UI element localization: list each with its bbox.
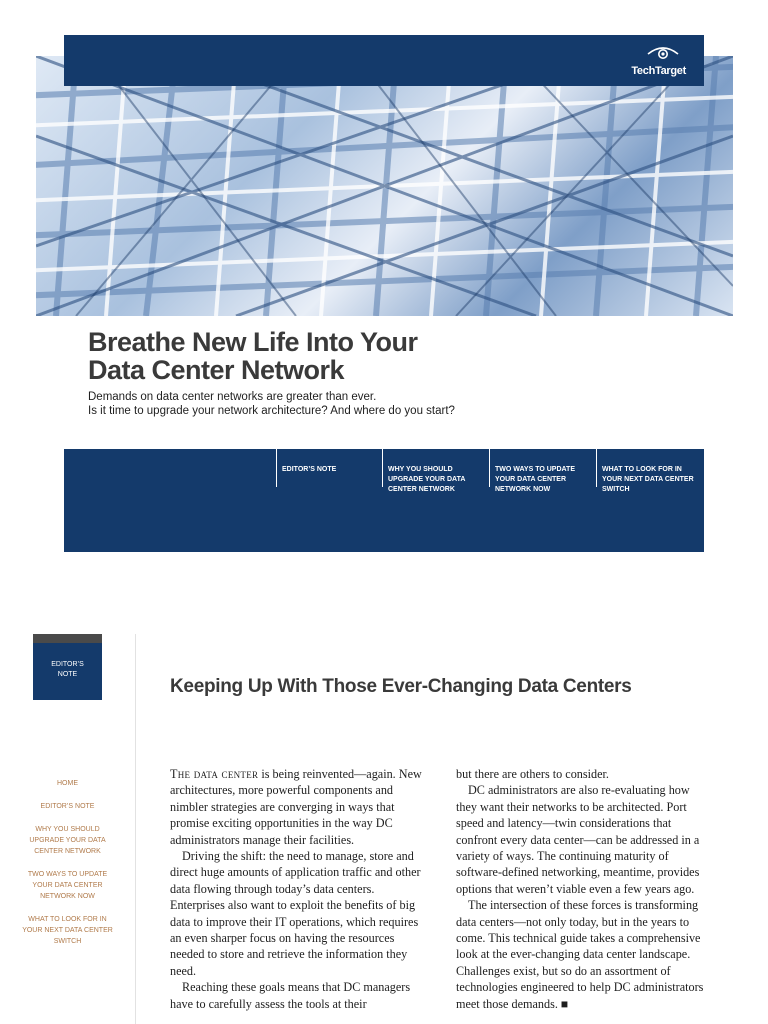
badge-label: EDITOR’S NOTE: [51, 661, 84, 678]
article-column-left: [170, 766, 426, 1012]
nav-two-ways[interactable]: TWO WAYS TO UPDATE YOUR DATA CENTER NETWORK NOW: [489, 449, 591, 487]
badge-top-strip: [33, 634, 102, 643]
nav-editors-note[interactable]: EDITOR’S NOTE: [276, 449, 378, 487]
article-paragraph: Reaching these goals means that DC managers have to carefully assess the tools at their: [170, 980, 411, 1011]
sidebar-link-two-ways[interactable]: TWO WAYS TO UPDATE YOUR DATA CENTER NETWORK NOW: [27, 871, 108, 900]
nav-why-upgrade[interactable]: WHY YOU SHOULD UPGRADE YOUR DATA CENTER NETWORK: [382, 449, 484, 487]
article-title: Keeping Up With Those Ever-Changing Data Centers: [170, 676, 632, 697]
subtitle: [88, 390, 708, 418]
article-column-right: [456, 766, 712, 1012]
lead-in: The data center: [170, 767, 259, 781]
techtarget-logo[interactable]: [616, 45, 686, 77]
hero-image: [36, 56, 733, 316]
article-paragraph: Driving the shift: the need to manage, store and direct huge amounts of application traffic and other data flowing through today’s data centers. Enterprises also want to exploit the benefits of big data to improve their IT operations, which requires an even sharper focus on having the resources needed to store and retrieve the information they need.: [170, 849, 421, 978]
sidebar-divider: [135, 634, 136, 1024]
article-paragraph: DC administrators are also re-evaluating how they want their networks to be architected. Port speed and latency—twin considerations that confront every data center—can be addressed in a variety of ways. The continuing maturity of software-defined networking, meantime, provides options that weren’t viable even a few years ago.: [456, 783, 700, 896]
subtitle-line-1: Demands on data center networks are greater than ever.: [88, 391, 377, 403]
paragraph-1-text: is being reinvented—again. New architectures, more powerful components and nimbler strategies are converging in ways that promise exciting opportunities in the way DC administrators manage their facilities.: [170, 767, 422, 847]
article-paragraph: The intersection of these forces is transforming data centers—not only today, but in the years to come. This technical guide takes a comprehensive look at the ever-changing data center landscape. Challenges exist, but so do an assortment of technologies engineered to help DC administrators meet those demands. ■: [456, 898, 704, 1011]
logo-text: TechTarget: [631, 65, 686, 77]
sidebar-link-home[interactable]: HOME: [57, 780, 78, 787]
sidebar-nav: [20, 778, 115, 959]
lattice-graphic: [36, 56, 733, 316]
eye-icon: [646, 45, 680, 61]
sidebar-link-what-to-look-for[interactable]: WHAT TO LOOK FOR IN YOUR NEXT DATA CENTER SWITCH: [22, 916, 113, 945]
section-badge: [33, 634, 102, 700]
title-block: [88, 328, 708, 418]
article-paragraph: but there are others to consider.: [456, 767, 609, 781]
section-nav: [64, 449, 704, 552]
article-paragraph: [170, 766, 426, 848]
subtitle-line-2: Is it time to upgrade your network architecture? And where do you start?: [88, 405, 455, 417]
page-title: Breathe New Life Into Your Data Center Network: [88, 327, 418, 385]
top-banner: [64, 35, 704, 86]
sidebar-link-why-upgrade[interactable]: WHY YOU SHOULD UPGRADE YOUR DATA CENTER NETWORK: [29, 826, 106, 855]
sidebar-link-editors-note[interactable]: EDITOR’S NOTE: [40, 803, 95, 810]
nav-what-to-look-for[interactable]: WHAT TO LOOK FOR IN YOUR NEXT DATA CENTER SWITCH: [596, 449, 698, 487]
